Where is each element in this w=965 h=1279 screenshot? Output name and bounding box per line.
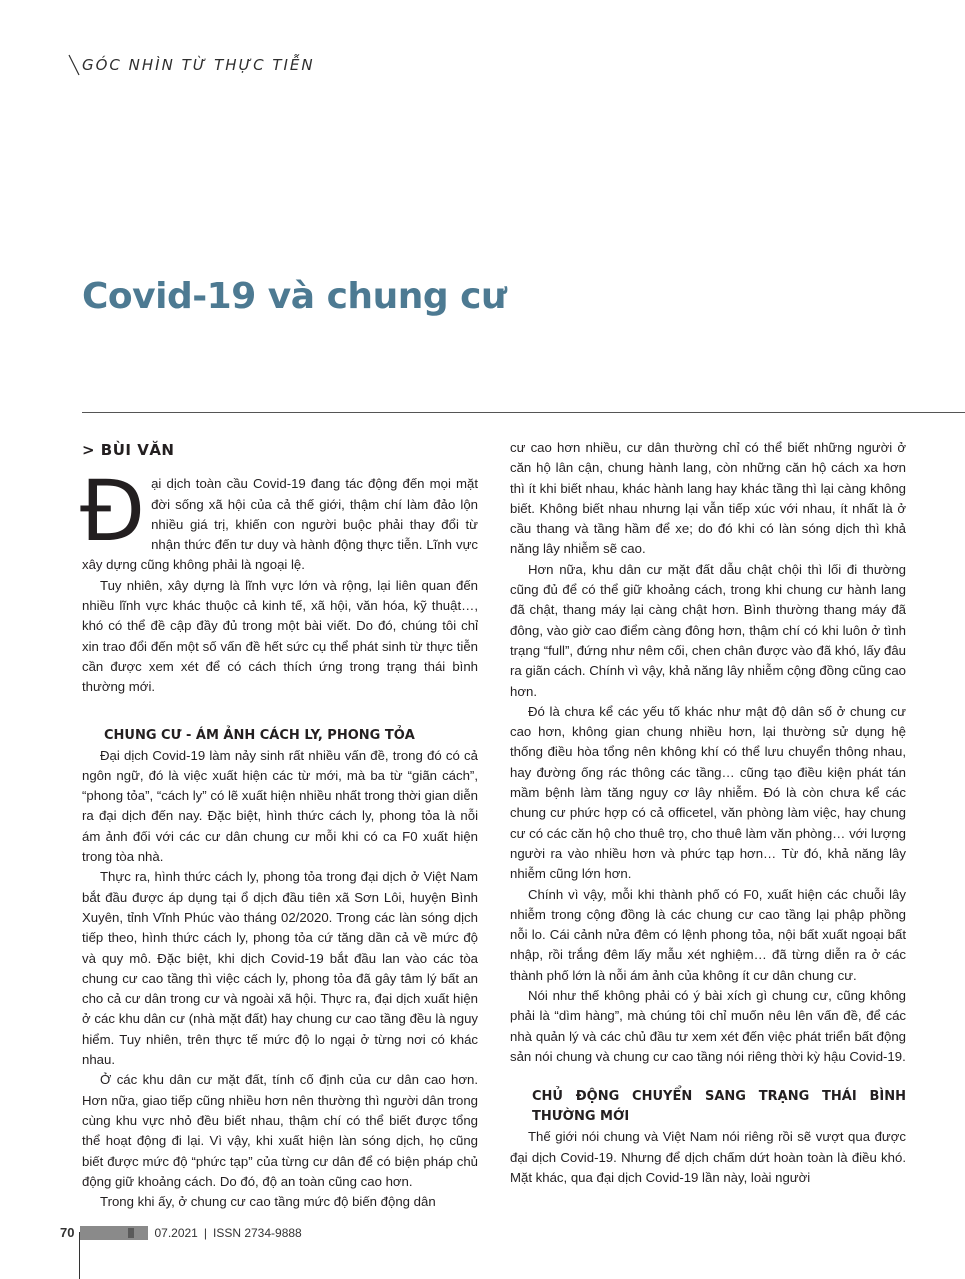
drop-cap: Đ bbox=[80, 462, 146, 561]
author-byline: > BÙI VĂN bbox=[82, 441, 175, 459]
paragraph: Chính vì vậy, mỗi khi thành phố có F0, xuất hiện các chuỗi lây nhiễm trong cộng đồng là các chung cư cao tầng lại phập phồng nỗi lo. Cái cảnh nửa đêm có lệnh phong tỏa, nội bất xuất ngoại bất nhập, rồi trắng đêm lấy mẫu xét nghiệm… đã từng diễn ra ở các thành phố lớn là nỗi ám ảnh của không ít cư dân chung cư. bbox=[510, 886, 906, 983]
page-number: 70 bbox=[60, 1225, 75, 1240]
intro-text: ại dịch toàn cầu Covid-19 đang tác động đến mọi mặt đời sống xã hội của cả thế giới, thậm chí làm đảo lộn nhiều giá trị, khiến con người buộc phải thay đổi từ nhận thức đến tư duy và hành động thực tiễn. Lĩnh vực xây dựng cũng không phải là ngoại lệ. bbox=[82, 476, 478, 573]
paragraph: Tuy nhiên, xây dựng là lĩnh vực lớn và rộng, lại liên quan đến nhiều lĩnh vực khác thuộc cả kinh tế, xã hội, văn hóa, kỹ thuật…, khó có thể đề cập đầy đủ trong một bài viết. Do đó, chúng tôi chỉ xin trao đổi đến một số vấn đề hết sức cụ thể phát sinh từ thực tiễn cần được xem xét để có cách thích ứng trong trạng thái bình thường mới. bbox=[82, 577, 478, 695]
intro-paragraph bbox=[80, 462, 478, 575]
paragraph: Nói như thế không phải có ý bài xích gì chung cư, cũng không phải là “dìm hàng”, mà chúng tôi chỉ muốn nêu lên vấn đề, để các nhà quản lý và các chủ đầu tư xem xét đến việc phát triển bất động sản nói chung và chung cư cao tầng nói riêng thời kỳ hậu Covid-19. bbox=[510, 988, 906, 1064]
magazine-logo-bar bbox=[80, 1226, 148, 1240]
paragraph: Đó là chưa kể các yếu tố khác như mật độ dân số ở chung cư cao hơn, không gian chung nhiều hơn, lại thường sử dụng hệ thống điều hòa tổng nên không khí có thể lưu chuyển thông nhau, hay đường ống rác thông các tầng… cũng tạo điều kiện phát tán mầm bệnh làm tăng nguy cơ lây nhiễm. Đó là còn chưa kể các chung cư phức hợp có cả officetel, văn phòng làm việc, hay chung cư có các căn hộ cho thuê trọ, cho thuê làm văn phòng… với lượng người ra vào nhiều hơn và phức tạp hơn… Từ đó, khả năng lây nhiễm cũng lớn hơn. bbox=[510, 703, 906, 882]
section-tag: GÓC NHÌN TỪ THỰC TIỄN bbox=[82, 56, 315, 74]
footer-separator: | bbox=[203, 1225, 207, 1240]
section-slash-mark bbox=[68, 54, 80, 76]
paragraph: Hơn nữa, khu dân cư mặt đất dẫu chật chội thì lối đi thường cũng đủ để có thể giữ khoảng cách, trong khi chung cư hành lang đã chật, thang máy lại càng chật hơn. Bình thường thang máy đã đông, vào giờ cao điểm càng đông hơn, thậm chí có khi luôn ở tình trạng “full”, đứng như nêm cối, chen chân được vào đã khó, lấy đâu ra giãn cách. Chính vì vậy, khả năng lây nhiễm cộng đồng cũng cao hơn. bbox=[510, 561, 906, 699]
subheading: CHUNG CƯ - ÁM ẢNH CÁCH LY, PHONG TỎA bbox=[104, 727, 415, 743]
issn-number: ISSN 2734-9888 bbox=[212, 1225, 302, 1240]
title-divider bbox=[82, 412, 965, 413]
subheading: CHỦ ĐỘNG CHUYỂN SANG TRẠNG THÁI BÌNH THƯỜNG MỚI bbox=[532, 1089, 906, 1125]
page-footer bbox=[60, 1225, 302, 1240]
paragraph: Thế giới nói chung và Việt Nam nói riêng rồi sẽ vượt qua được đại dịch Covid-19. Nhưng để dịch chấm dứt hoàn toàn là điều khó. Mặt khác, qua đại dịch Covid-19 lần này, loài người bbox=[510, 1129, 906, 1185]
issue-date: 07.2021 bbox=[154, 1225, 198, 1240]
right-column bbox=[510, 438, 906, 1188]
paragraph: Ở các khu dân cư mặt đất, tính cố định của cư dân cao hơn. Hơn nữa, giao tiếp cũng nhiều hơn nên thường thì người dân trong cùng khu vực nhỏ đều biết nhau, thậm chí có thể biết được tổng thể hoạt động đi lại. Vì vậy, khi xuất hiện làn sóng dịch, họ cũng biết được mức độ “phức tạp” của từng cư dân để có biện pháp chủ động giữ khoảng cách. Do đó, độ an toàn cũng cao hơn. bbox=[82, 1072, 478, 1189]
paragraph: Thực ra, hình thức cách ly, phong tỏa trong đại dịch ở Việt Nam bắt đầu được áp dụng tại ổ dịch đầu tiên xã Sơn Lôi, huyện Bình Xuyên, tỉnh Vĩnh Phúc vào tháng 02/2020. Trong các làn sóng dịch tiếp theo, hình thức cách ly, phong tỏa cứ tăng dần cả về mức độ và quy mô. Đặc biệt, khi dịch Covid-19 bắt đầu lan vào các tòa chung cư cao tầng thì việc cách ly, phong tỏa đã gây tâm lý bất an cho cả cư dân trong cư và ngoài xã hội. Thực ra, đại dịch xuất hiện ở các khu dân cư (nhà mặt đất) hay chung cư cao tầng đều là nguy hiểm. Tuy nhiên, trên thực tế mức độ lo ngại ở từng nơi có khác nhau. bbox=[82, 869, 478, 1068]
paragraph: Trong khi ấy, ở chung cư cao tầng mức độ biến động dân bbox=[100, 1194, 436, 1210]
paragraph: Đại dịch Covid-19 làm nảy sinh rất nhiều vấn đề, trong đó có cả ngôn ngữ, đó là việc xuất hiện các từ mới, mà ba từ “giãn cách”, “phong tỏa”, “cách ly” có lẽ xuất hiện nhiều nhất trong thời gian diễn ra đại dịch đến nay. Đặc biệt, hình thức cách ly, phong tỏa là nỗi ám ảnh đối với các cư dân chung cư mỗi khi có ca F0 xuất hiện trong tòa nhà. bbox=[82, 747, 478, 865]
paragraph: cư cao hơn nhiều, cư dân thường chỉ có thể biết những người ở căn hộ lân cận, chung hành lang, còn những căn hộ cách xa hơn thì ít khi biết nhau, khác hành lang hay khác tầng thì lại càng không biết. Không biết nhau nhưng lại vẫn tiếp xúc với nhau, ít nhất là ở cầu thang và tầng hầm để xe; do đó khi có làn sóng dịch thì khả năng lây nhiễm sẽ cao. bbox=[510, 440, 906, 557]
article-title: Covid-19 và chung cư bbox=[82, 276, 507, 317]
left-column bbox=[82, 440, 478, 1212]
